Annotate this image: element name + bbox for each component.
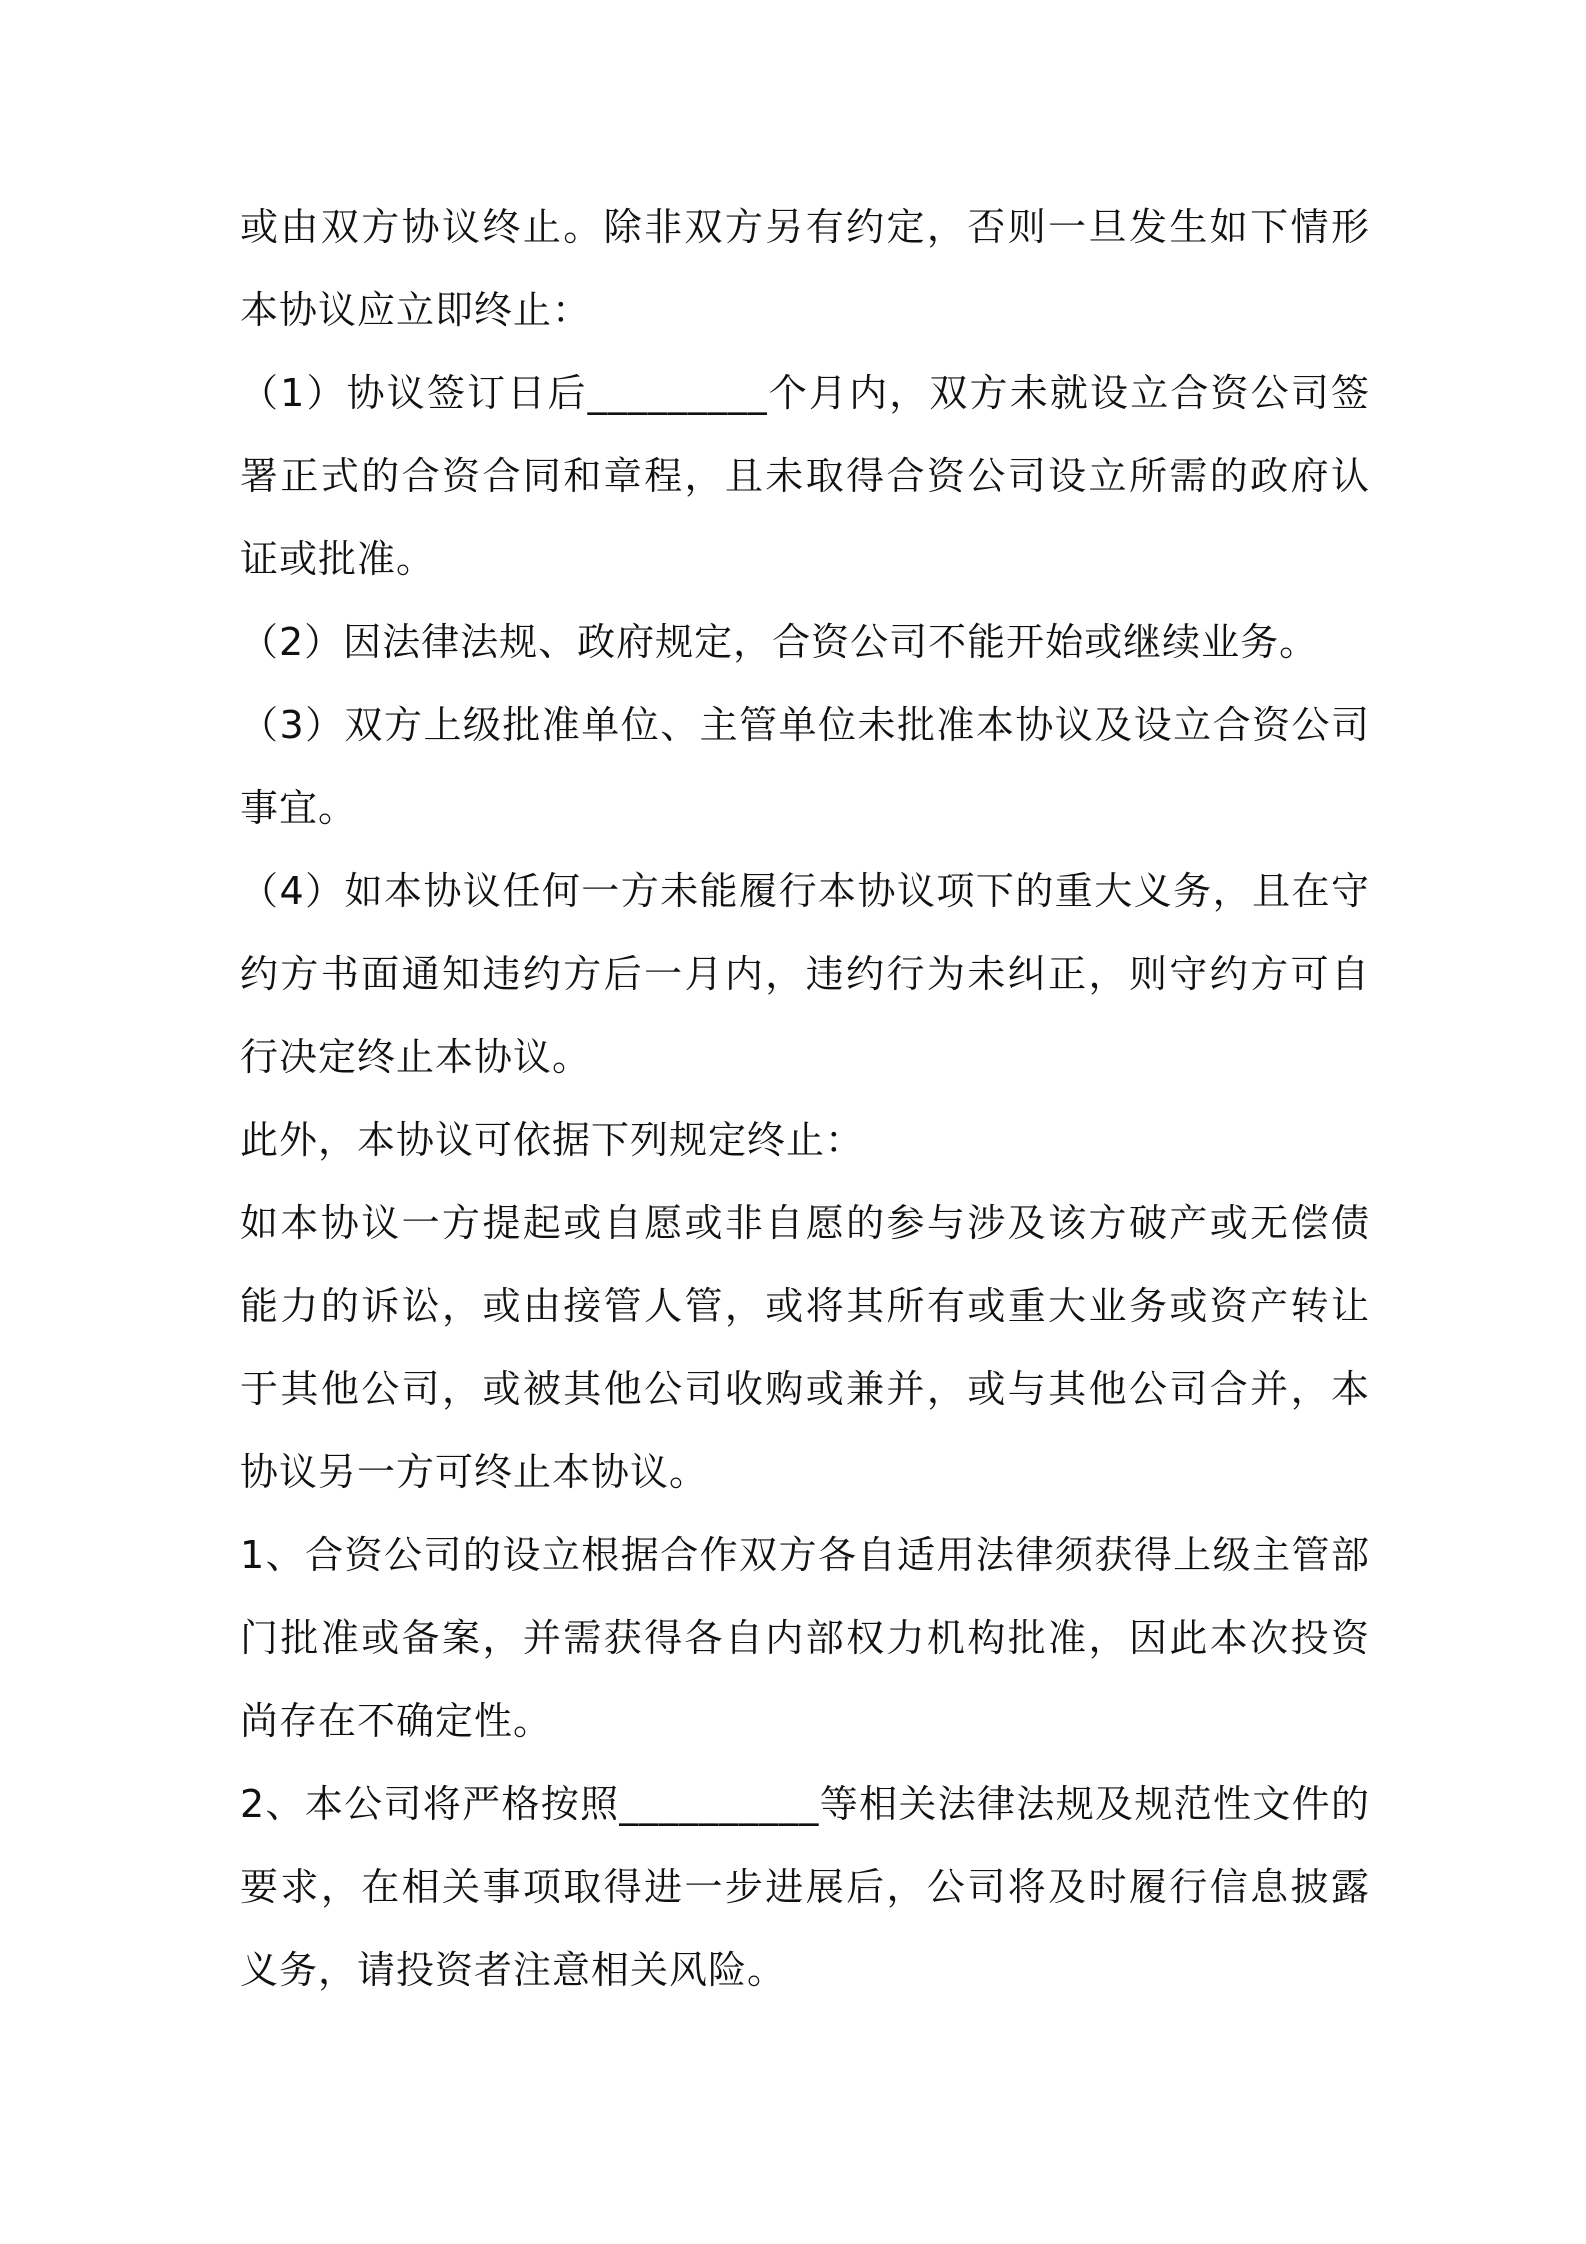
paragraph-bankruptcy-clause: 如本协议一方提起或自愿或非自愿的参与涉及该方破产或无偿债能力的诉讼，或由接管人管，或将其所有或重大业务或资产转让于其他公司，或被其他公司收购或兼并，或与其他公司合并，本协议另一方可终止本协议。 [240,1201,1370,1494]
paragraph-item-4: （4）如本协议任何一方未能履行本协议项下的重大义务，且在守约方书面通知违约方后一月内，违约行为未纠正，则守约方可自行决定终止本协议。 [240,869,1370,1079]
paragraph-termination-intro: 或由双方协议终止。除非双方另有约定，否则一旦发生如下情形本协议应立即终止： [240,205,1370,332]
paragraph-risk-1: 1、合资公司的设立根据合作双方各自适用法律须获得上级主管部门批准或备案，并需获得各自内部权力机构批准，因此本次投资尚存在不确定性。 [240,1533,1370,1743]
paragraph-item-1: （1）协议签订日后_________个月内，双方未就设立合资公司签署正式的合资合同和章程，且未取得合资公司设立所需的政府认证或批准。 [240,371,1370,581]
document-page [240,186,1370,2012]
paragraph-item-2: （2）因法律法规、政府规定，合资公司不能开始或继续业务。 [240,620,1319,664]
paragraph-item-3: （3）双方上级批准单位、主管单位未批准本协议及设立合资公司事宜。 [240,703,1370,830]
paragraph-additional-termination: 此外，本协议可依据下列规定终止： [240,1118,865,1162]
paragraph-risk-2: 2、本公司将严格按照__________等相关法律法规及规范性文件的要求，在相关事项取得进一步进展后，公司将及时履行信息披露义务，请投资者注意相关风险。 [240,1782,1370,1992]
